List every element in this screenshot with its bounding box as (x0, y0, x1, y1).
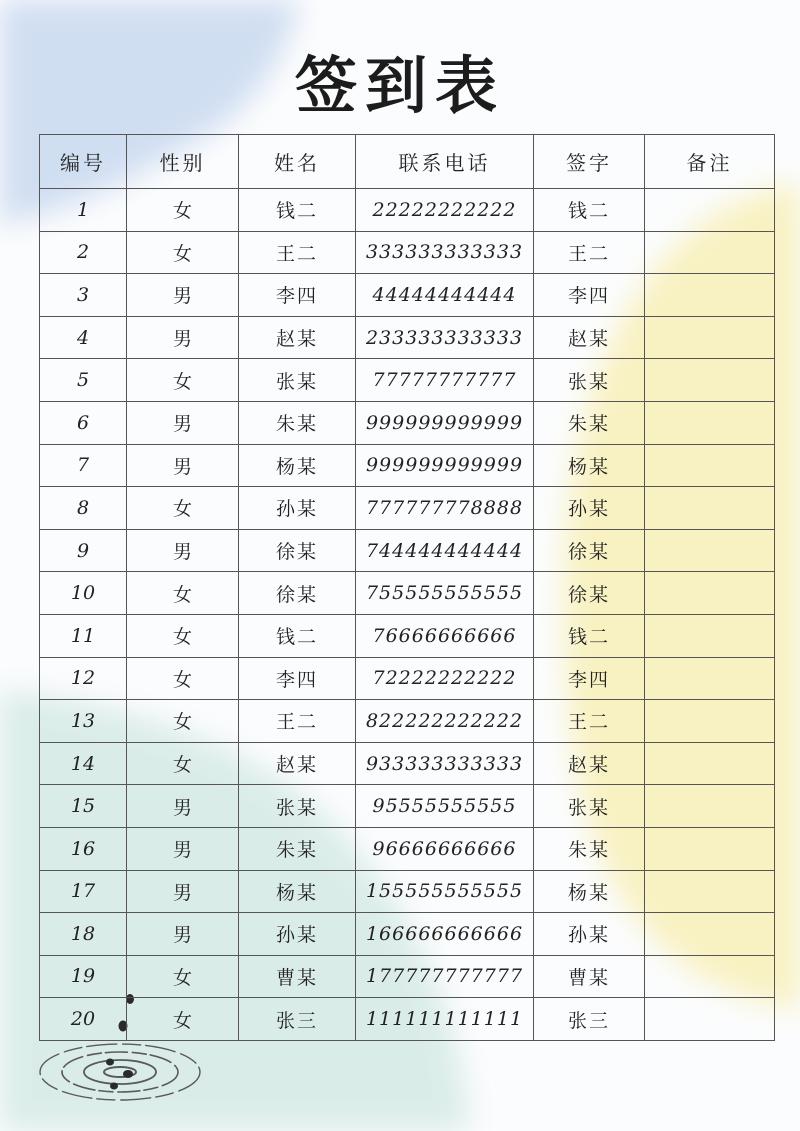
row-number: 14 (40, 742, 127, 785)
row-signature-cell[interactable]: 朱某 (534, 827, 645, 870)
column-header-phone: 联系电话 (356, 135, 534, 189)
table-row (40, 700, 775, 743)
row-remarks-cell[interactable] (645, 487, 775, 530)
table-row (40, 955, 775, 998)
row-number: 19 (40, 955, 127, 998)
row-phone: 933333333333 (356, 742, 534, 785)
table-row (40, 870, 775, 913)
row-signature-cell[interactable]: 王二 (534, 231, 645, 274)
row-number: 11 (40, 614, 127, 657)
row-remarks-cell[interactable] (645, 785, 775, 828)
row-phone: 999999999999 (356, 444, 534, 487)
row-remarks-cell[interactable] (645, 189, 775, 232)
row-phone: 76666666666 (356, 614, 534, 657)
row-phone: 166666666666 (356, 913, 534, 956)
row-phone: 155555555555 (356, 870, 534, 913)
row-gender: 男 (127, 444, 239, 487)
row-gender: 男 (127, 274, 239, 317)
row-name: 王二 (239, 700, 356, 743)
row-name: 徐某 (239, 529, 356, 572)
row-phone: 233333333333 (356, 316, 534, 359)
page-title: 签到表 (294, 49, 505, 122)
row-remarks-cell[interactable] (645, 657, 775, 700)
row-remarks-cell[interactable] (645, 359, 775, 402)
table-row (40, 785, 775, 828)
row-number: 8 (40, 487, 127, 530)
row-number: 17 (40, 870, 127, 913)
row-number: 2 (40, 231, 127, 274)
row-name: 赵某 (239, 316, 356, 359)
row-signature-cell[interactable]: 钱二 (534, 189, 645, 232)
row-remarks-cell[interactable] (645, 231, 775, 274)
row-number: 9 (40, 529, 127, 572)
row-remarks-cell[interactable] (645, 998, 775, 1041)
row-phone: 777777778888 (356, 487, 534, 530)
row-signature-cell[interactable]: 曹某 (534, 955, 645, 998)
row-name: 徐某 (239, 572, 356, 615)
row-gender: 女 (127, 700, 239, 743)
row-signature-cell[interactable]: 张某 (534, 785, 645, 828)
row-phone: 999999999999 (356, 401, 534, 444)
row-remarks-cell[interactable] (645, 742, 775, 785)
row-remarks-cell[interactable] (645, 870, 775, 913)
column-header-gender: 性别 (127, 135, 239, 189)
row-number: 18 (40, 913, 127, 956)
row-signature-cell[interactable]: 张某 (534, 359, 645, 402)
row-phone: 22222222222 (356, 189, 534, 232)
row-number: 10 (40, 572, 127, 615)
row-remarks-cell[interactable] (645, 955, 775, 998)
row-name: 杨某 (239, 444, 356, 487)
row-signature-cell[interactable]: 孙某 (534, 913, 645, 956)
row-signature-cell[interactable]: 朱某 (534, 401, 645, 444)
row-number: 15 (40, 785, 127, 828)
row-phone: 755555555555 (356, 572, 534, 615)
row-gender: 女 (127, 231, 239, 274)
row-number: 7 (40, 444, 127, 487)
row-gender: 男 (127, 316, 239, 359)
row-remarks-cell[interactable] (645, 401, 775, 444)
row-name: 钱二 (239, 614, 356, 657)
row-gender: 男 (127, 785, 239, 828)
row-number: 12 (40, 657, 127, 700)
row-number: 20 (40, 998, 127, 1041)
row-number: 13 (40, 700, 127, 743)
row-name: 孙某 (239, 913, 356, 956)
row-signature-cell[interactable]: 杨某 (534, 870, 645, 913)
row-remarks-cell[interactable] (645, 913, 775, 956)
row-gender: 女 (127, 955, 239, 998)
table-row (40, 359, 775, 402)
row-remarks-cell[interactable] (645, 700, 775, 743)
sign-in-table (39, 134, 775, 1041)
row-remarks-cell[interactable] (645, 529, 775, 572)
row-remarks-cell[interactable] (645, 274, 775, 317)
row-remarks-cell[interactable] (645, 316, 775, 359)
table-row (40, 913, 775, 956)
row-gender: 男 (127, 870, 239, 913)
row-gender: 男 (127, 529, 239, 572)
row-phone: 744444444444 (356, 529, 534, 572)
column-header-signature: 签字 (534, 135, 645, 189)
row-phone: 822222222222 (356, 700, 534, 743)
column-header-remarks: 备注 (645, 135, 775, 189)
row-name: 曹某 (239, 955, 356, 998)
table-row (40, 316, 775, 359)
row-number: 5 (40, 359, 127, 402)
table-row (40, 572, 775, 615)
row-phone: 72222222222 (356, 657, 534, 700)
row-signature-cell[interactable]: 李四 (534, 274, 645, 317)
table-row (40, 742, 775, 785)
row-name: 张三 (239, 998, 356, 1041)
row-gender: 男 (127, 827, 239, 870)
row-signature-cell[interactable]: 赵某 (534, 316, 645, 359)
row-signature-cell[interactable]: 徐某 (534, 529, 645, 572)
row-gender: 男 (127, 401, 239, 444)
table-row (40, 401, 775, 444)
row-signature-cell[interactable]: 李四 (534, 657, 645, 700)
table-row (40, 487, 775, 530)
row-number: 4 (40, 316, 127, 359)
row-gender: 女 (127, 359, 239, 402)
row-name: 朱某 (239, 827, 356, 870)
row-signature-cell[interactable]: 赵某 (534, 742, 645, 785)
table-row (40, 231, 775, 274)
table-row (40, 189, 775, 232)
table-row (40, 614, 775, 657)
row-name: 李四 (239, 657, 356, 700)
row-name: 张某 (239, 359, 356, 402)
row-number: 3 (40, 274, 127, 317)
row-name: 李四 (239, 274, 356, 317)
row-signature-cell[interactable]: 徐某 (534, 572, 645, 615)
column-header-name: 姓名 (239, 135, 356, 189)
column-header-number: 编号 (40, 135, 127, 189)
table-header-row (40, 135, 775, 189)
row-gender: 女 (127, 487, 239, 530)
row-remarks-cell[interactable] (645, 827, 775, 870)
row-remarks-cell[interactable] (645, 572, 775, 615)
row-phone: 77777777777 (356, 359, 534, 402)
table-row (40, 827, 775, 870)
row-phone: 44444444444 (356, 274, 534, 317)
row-gender: 男 (127, 913, 239, 956)
table-row (40, 657, 775, 700)
row-remarks-cell[interactable] (645, 444, 775, 487)
row-phone: 95555555555 (356, 785, 534, 828)
row-signature-cell[interactable]: 王二 (534, 700, 645, 743)
row-name: 孙某 (239, 487, 356, 530)
row-remarks-cell[interactable] (645, 614, 775, 657)
row-number: 1 (40, 189, 127, 232)
row-gender: 女 (127, 998, 239, 1041)
row-phone: 333333333333 (356, 231, 534, 274)
row-number: 6 (40, 401, 127, 444)
row-phone: 96666666666 (356, 827, 534, 870)
row-name: 朱某 (239, 401, 356, 444)
row-number: 16 (40, 827, 127, 870)
row-signature-cell[interactable]: 杨某 (534, 444, 645, 487)
row-gender: 女 (127, 657, 239, 700)
row-phone: 111111111111 (356, 998, 534, 1041)
row-name: 赵某 (239, 742, 356, 785)
row-gender: 女 (127, 614, 239, 657)
table-row (40, 274, 775, 317)
row-signature-cell[interactable]: 钱二 (534, 614, 645, 657)
row-phone: 177777777777 (356, 955, 534, 998)
row-gender: 女 (127, 189, 239, 232)
table-row (40, 444, 775, 487)
row-name: 钱二 (239, 189, 356, 232)
table-row (40, 998, 775, 1041)
table-row (40, 529, 775, 572)
row-name: 杨某 (239, 870, 356, 913)
row-name: 王二 (239, 231, 356, 274)
row-signature-cell[interactable]: 张三 (534, 998, 645, 1041)
row-gender: 女 (127, 742, 239, 785)
row-name: 张某 (239, 785, 356, 828)
row-gender: 女 (127, 572, 239, 615)
row-signature-cell[interactable]: 孙某 (534, 487, 645, 530)
